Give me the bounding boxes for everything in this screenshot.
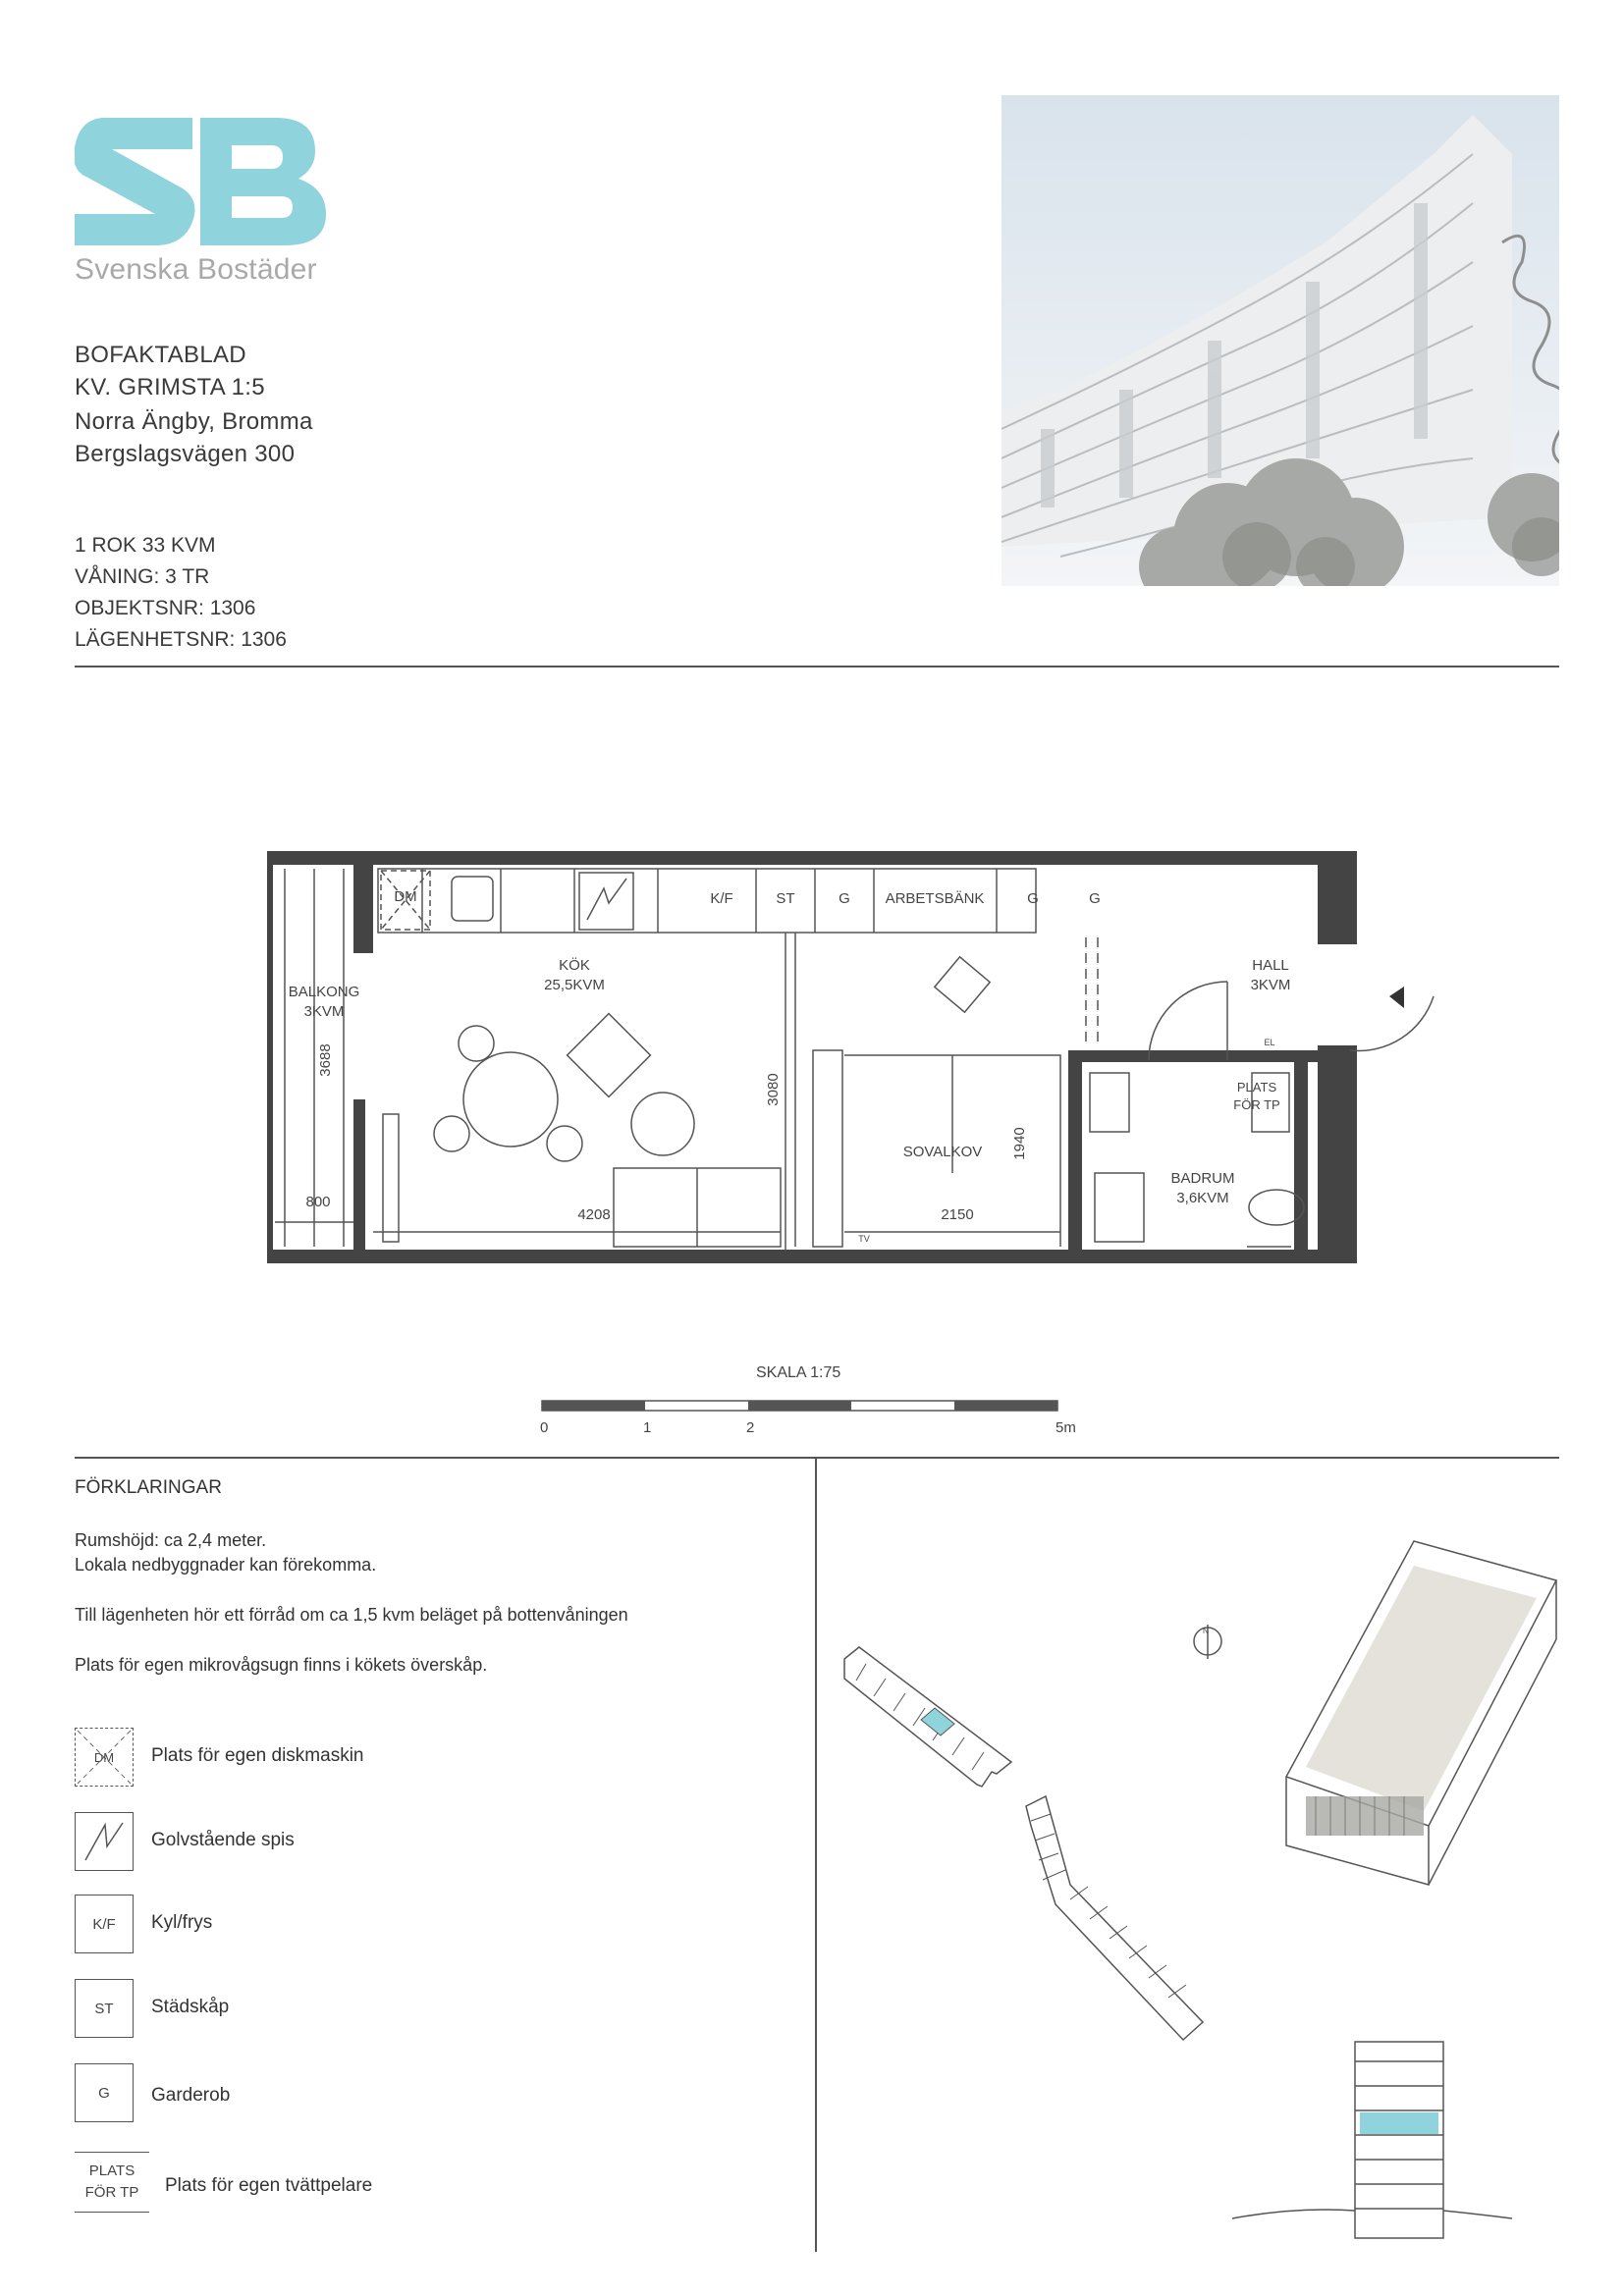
building-render xyxy=(1001,95,1559,586)
legend-tp-line1: PLATS xyxy=(88,2163,135,2179)
floor-plan-drawing xyxy=(265,849,1453,1271)
legend-g-symbol: G xyxy=(75,2063,134,2122)
note-microwave: Plats för egen mikrovågsugn finns i kökets överskåp. xyxy=(75,1655,488,1675)
note-local-buildups: Lokala nedbyggnader kan förekomma. xyxy=(75,1555,377,1575)
scale-tick-5: 5m xyxy=(1056,1419,1076,1436)
room-alcove-label: SOVALKOV xyxy=(902,1144,983,1160)
dim-3688: 3688 xyxy=(317,1043,334,1077)
site-plan-drawing xyxy=(825,1472,1559,2248)
fixture-dm: DM xyxy=(394,888,417,905)
legend-divider xyxy=(75,1457,1559,1459)
room-bath-label: BADRUM xyxy=(1170,1170,1235,1187)
scale-tick-2: 2 xyxy=(746,1419,755,1436)
fixture-g3: G xyxy=(1089,890,1101,907)
legend-dm-symbol xyxy=(75,1728,134,1787)
legend-kf-text: Kyl/frys xyxy=(151,1912,213,1933)
header-divider xyxy=(75,666,1559,667)
fixture-g2: G xyxy=(1027,890,1039,907)
fixture-el: EL xyxy=(1264,1038,1275,1047)
legend-g-text: Garderob xyxy=(151,2085,231,2106)
scale-bar xyxy=(540,1364,1090,1443)
object-number: OBJEKTSNR: 1306 xyxy=(75,597,256,619)
legend-st-symbol: ST xyxy=(75,1979,134,2038)
dim-2150: 2150 xyxy=(941,1206,974,1223)
stove-icon xyxy=(76,1813,133,1870)
area-name: Norra Ängby, Bromma xyxy=(75,408,313,435)
dim-4208: 4208 xyxy=(577,1206,611,1223)
scale-ruler xyxy=(540,1399,1090,1418)
dim-1940: 1940 xyxy=(1011,1127,1028,1160)
fixture-g1: G xyxy=(839,890,850,907)
address: Bergslagsvägen 300 xyxy=(75,441,296,467)
room-bath-area: 3,6KVM xyxy=(1176,1190,1229,1206)
apartment-floor: VÅNING: 3 TR xyxy=(75,565,210,588)
dim-800: 800 xyxy=(305,1194,331,1210)
fixture-bench: ARBETSBÄNK xyxy=(885,890,985,907)
apartment-info xyxy=(75,530,287,656)
legend-kf-symbol: K/F xyxy=(75,1895,134,1953)
room-hall-area: 3KVM xyxy=(1250,977,1291,993)
header-block xyxy=(75,339,313,470)
fixture-for-tp: FÖR TP xyxy=(1233,1097,1280,1112)
north-label: N xyxy=(1203,1627,1209,1635)
legend-st-text: Städskåp xyxy=(151,1997,230,2017)
note-room-height: Rumshöjd: ca 2,4 meter. xyxy=(75,1530,267,1550)
column-divider xyxy=(815,1457,817,2252)
brand-logo xyxy=(75,118,330,290)
doc-type: BOFAKTABLAD xyxy=(75,342,246,368)
building-illustration xyxy=(1001,95,1559,586)
dim-3080: 3080 xyxy=(765,1073,782,1106)
room-balcony-area: 3KVM xyxy=(303,1003,345,1020)
apartment-size: 1 ROK 33 KVM xyxy=(75,534,216,557)
fixture-plats: PLATS xyxy=(1236,1080,1277,1095)
room-kitchen-area: 25,5KVM xyxy=(544,977,605,993)
legend-stove-text: Golvstående spis xyxy=(151,1830,295,1850)
fixture-st: ST xyxy=(776,890,795,907)
legend-stove-symbol xyxy=(75,1812,134,1871)
floor-plan xyxy=(265,849,1453,1271)
room-kitchen-label: KÖK xyxy=(559,957,590,974)
legend-section xyxy=(75,1477,801,1676)
sb-logo-mark xyxy=(75,118,330,255)
note-storage: Till lägenheten hör ett förråd om ca 1,5 kvm beläget på bottenvåningen xyxy=(75,1605,628,1625)
scale-tick-0: 0 xyxy=(540,1419,549,1436)
fixture-kf: K/F xyxy=(710,890,733,907)
legend-tp-line2: FÖR TP xyxy=(84,2184,139,2201)
legend-dm-text: Plats för egen diskmaskin xyxy=(151,1745,364,1766)
legend-dm-code: DM xyxy=(93,1749,115,1765)
brand-name: Svenska Bostäder xyxy=(75,253,317,286)
legend-title: FÖRKLARINGAR xyxy=(75,1477,222,1498)
scale-tick-1: 1 xyxy=(643,1419,652,1436)
room-hall-label: HALL xyxy=(1252,957,1289,974)
legend-tp-symbol xyxy=(75,2152,149,2213)
property-name: KV. GRIMSTA 1:5 xyxy=(75,374,265,400)
legend-items xyxy=(75,1728,801,2238)
scale-label: SKALA 1:75 xyxy=(756,1364,841,1381)
apartment-number: LÄGENHETSNR: 1306 xyxy=(75,628,287,651)
site-illustrations xyxy=(825,1472,1559,2248)
room-balcony-label: BALKONG xyxy=(288,984,360,1000)
legend-tp-text: Plats för egen tvättpelare xyxy=(165,2175,373,2196)
fixture-tv: TV xyxy=(858,1234,870,1244)
